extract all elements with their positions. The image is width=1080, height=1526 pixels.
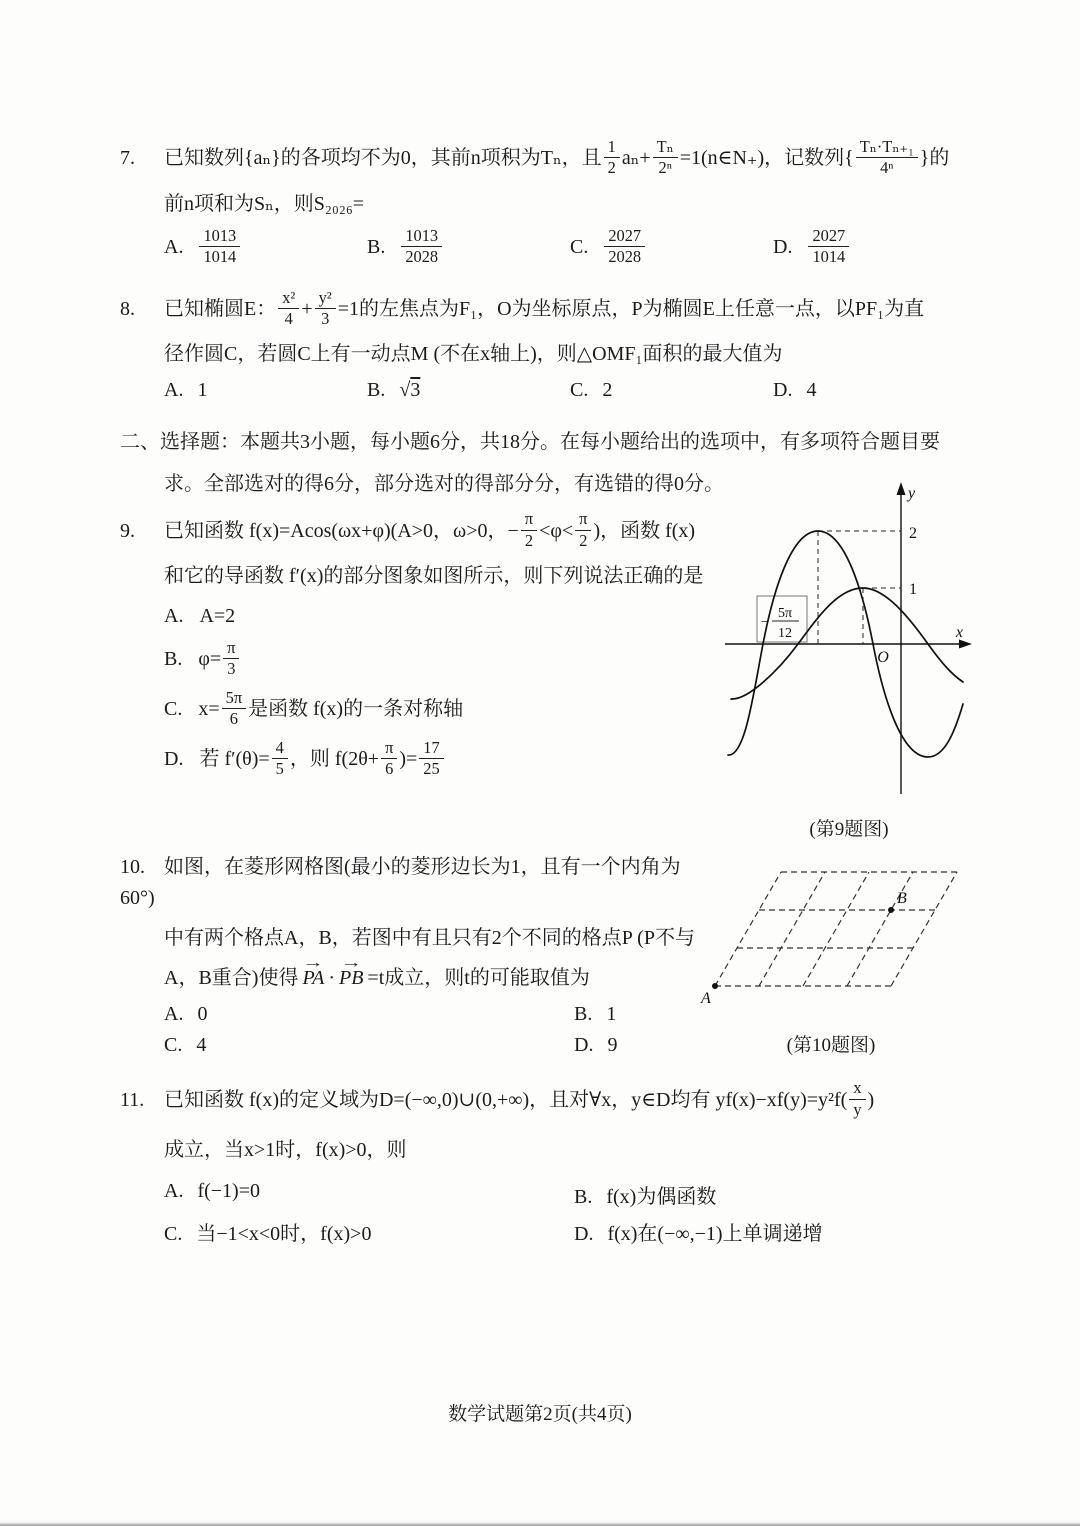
question-11 bbox=[120, 1078, 965, 1246]
option-c-content: x= $\frac{5\pi}{6}$ 是函数 f(x)的一条对称轴 bbox=[198, 687, 464, 729]
option-d-content: 若 f′(θ)= $\frac{4}{5}$ ，则 f(2θ+ $\frac{\pi}{6}$ )= $\frac{17}{25}$ bbox=[199, 748, 445, 770]
question-11-option-c bbox=[164, 1217, 574, 1246]
question-8-stem-line-2 bbox=[120, 339, 965, 370]
option-c-content: $\frac{2027}{2028}$ bbox=[602, 236, 647, 258]
point-a-label: A bbox=[701, 990, 711, 1008]
question-9-stem-line-2 bbox=[120, 561, 724, 592]
question-10-body bbox=[120, 852, 760, 1057]
question-11-options-row-1 bbox=[120, 1180, 965, 1209]
question-11-stem-line-1 bbox=[120, 1078, 965, 1121]
option-b-label: B. bbox=[367, 379, 386, 402]
minus-sign: − bbox=[761, 615, 769, 631]
question-11-stem-line-2 bbox=[120, 1135, 965, 1166]
question-7-number: 7. bbox=[120, 147, 135, 170]
option-b-content: $\frac{1013}{2028}$ bbox=[399, 236, 444, 258]
question-10-stem-line-3 bbox=[120, 963, 744, 994]
question-11-number: 11. bbox=[120, 1088, 145, 1111]
option-a-content: $\frac{1013}{1014}$ bbox=[197, 236, 242, 258]
question-7-stem-text-1: 已知数列{aₙ}的各项均不为0，其前n项积为Tₙ，且 $\frac{1}{2}$ aₙ+ $\frac{\text{Tₙ}}{\text{2ⁿ}}$ =1(n∈N₊)，记数列{ $\frac{\text{Tₙ·Tₙ₊₁}}{\text{4ⁿ}}$ }的 bbox=[164, 137, 950, 178]
option-d-content: $\frac{2027}{1014}$ bbox=[806, 236, 851, 258]
question-9-stem-text-2: 和它的导函数 f′(x)的部分图象如图所示，则下列说法正确的是 bbox=[164, 565, 704, 587]
question-10-option-d bbox=[574, 1034, 617, 1057]
option-d-content: f(x)在(−∞,−1)上单调递增 bbox=[607, 1223, 823, 1245]
question-7-option-a bbox=[164, 225, 367, 269]
question-8-stem-line-1 bbox=[120, 287, 965, 331]
question-11-option-b bbox=[574, 1180, 716, 1209]
question-8-stem-text-1: 已知椭圆E： $\frac{\text{x²}}{4}$ + $\frac{\text{y²}}{3}$ =1的左焦点为F₁，O为坐标原点，P为椭圆E上任意一点，以PF₁为直 bbox=[164, 287, 925, 328]
question-8-options bbox=[120, 379, 965, 402]
question-11-stem-text-1: 已知函数 f(x)的定义域为D=(−∞,0)∪(0,+∞)，且对∀x，y∈D均有 yf(x)−xf(y)=y²f( $\frac{x}{y}$ ) bbox=[164, 1078, 875, 1119]
option-c-label: C. bbox=[164, 698, 183, 721]
question-8-option-b bbox=[367, 379, 570, 402]
point-b-dot bbox=[888, 907, 894, 913]
question-9-option-b bbox=[120, 638, 724, 681]
question-10-stem-text-2: 中有两个格点A，B，若图中有且只有2个不同的格点P (P不与 bbox=[164, 927, 695, 950]
question-7-stem-line-1 bbox=[120, 137, 965, 180]
x-axis-label: x bbox=[955, 624, 963, 642]
figure-10-rhombus-grid bbox=[695, 846, 967, 1008]
option-c-label: C. bbox=[164, 1034, 183, 1057]
option-a-label: A. bbox=[164, 379, 184, 402]
figure-9-graph bbox=[723, 476, 975, 808]
option-b-label: B. bbox=[367, 236, 386, 259]
option-d-label: D. bbox=[574, 1034, 594, 1057]
option-a-label: A. bbox=[164, 1180, 184, 1202]
section-2-header-line-1: 二、选择题：本题共3小题，每小题6分，共18分。在每小题给出的选项中，有多项符合题目要 bbox=[120, 431, 940, 454]
option-a-content: 0 bbox=[197, 1003, 208, 1026]
option-a-content: f(−1)=0 bbox=[197, 1180, 260, 1202]
option-a-label: A. bbox=[164, 236, 184, 259]
question-10-stem-line-2 bbox=[120, 923, 744, 954]
question-9-stem-text-1: 已知函数 f(x)=Acos(ωx+φ)(A>0，ω>0，− $\frac{\pi}{2}$ <φ< $\frac{\pi}{2}$ )，函数 f(x) bbox=[164, 509, 696, 550]
question-8-stem-text-2: 径作圆C，若圆C上有一动点M (不在x轴上)，则△OMF₁面积的最大值为 bbox=[164, 343, 783, 366]
option-c-content: 4 bbox=[196, 1034, 207, 1057]
question-7 bbox=[120, 137, 965, 269]
figure-9 bbox=[723, 476, 975, 841]
option-b-content: f(x)为偶函数 bbox=[606, 1186, 717, 1208]
question-7-option-c bbox=[570, 225, 773, 269]
question-10-stem-line-1 bbox=[120, 852, 700, 914]
figure-10-caption: (第10题图) bbox=[786, 1035, 876, 1057]
question-8-option-a bbox=[164, 379, 367, 402]
question-9-number: 9. bbox=[120, 519, 135, 542]
option-a-content: 1 bbox=[197, 379, 208, 402]
question-9-option-d bbox=[120, 737, 724, 781]
option-b-content: φ= $\frac{\pi}{3}$ bbox=[198, 648, 241, 670]
question-8-option-d bbox=[773, 379, 816, 402]
question-8 bbox=[120, 287, 965, 403]
option-a-content: A=2 bbox=[199, 605, 236, 627]
page-footer: 数学试题第2页(共4页) bbox=[448, 1404, 632, 1425]
question-11-option-a bbox=[164, 1180, 574, 1209]
question-8-number: 8. bbox=[120, 297, 135, 320]
question-10 bbox=[120, 852, 965, 1057]
figure-10 bbox=[695, 846, 967, 1057]
question-7-options bbox=[120, 225, 965, 269]
question-9-stem-line-1 bbox=[120, 509, 724, 552]
option-a-label: A. bbox=[164, 605, 184, 627]
question-10-stem-text-1: 如图，在菱形网格图(最小的菱形边长为1，且有一个内角为60°) bbox=[120, 856, 681, 910]
y-value-1: 1 bbox=[909, 581, 917, 599]
question-11-options-row-2 bbox=[120, 1217, 965, 1246]
question-7-stem-line-2 bbox=[120, 189, 965, 220]
question-7-option-b bbox=[367, 225, 570, 269]
question-9-body bbox=[120, 509, 724, 780]
point-a-dot bbox=[712, 983, 718, 989]
question-10-option-c bbox=[164, 1034, 574, 1057]
section-2-header-line-2: 求。全部选对的得6分，部分选对的得部分分，有选错的得0分。 bbox=[164, 473, 724, 496]
option-d-label: D. bbox=[773, 236, 793, 259]
option-c-content: 当−1<x<0时，f(x)>0 bbox=[196, 1223, 372, 1245]
option-c-label: C. bbox=[570, 379, 589, 402]
page-content bbox=[120, 137, 965, 1252]
option-d-content: 4 bbox=[806, 379, 817, 402]
question-9 bbox=[120, 485, 965, 841]
question-11-stem-text-2: 成立，当x>1时，f(x)>0，则 bbox=[164, 1139, 407, 1161]
question-7-option-d bbox=[773, 225, 851, 269]
question-10-options-row-2 bbox=[120, 1034, 760, 1057]
x-tick-fraction-numerator: 5π bbox=[777, 606, 793, 622]
y-axis-label: y bbox=[908, 485, 916, 503]
option-c-label: C. bbox=[164, 1223, 183, 1245]
y-axis-arrow bbox=[897, 482, 906, 495]
question-10-options-row-1 bbox=[120, 1003, 760, 1026]
option-b-content: √3 bbox=[399, 379, 421, 402]
question-9-option-c bbox=[120, 687, 724, 731]
question-10-number: 10. bbox=[120, 856, 145, 879]
option-b-label: B. bbox=[574, 1186, 593, 1208]
option-a-label: A. bbox=[164, 1003, 184, 1026]
question-9-option-a bbox=[120, 601, 724, 631]
origin-label: O bbox=[877, 649, 889, 667]
question-8-option-c bbox=[570, 379, 773, 402]
x-tick-fraction-denominator: 12 bbox=[778, 626, 792, 642]
option-b-content: 1 bbox=[606, 1003, 617, 1026]
rhombus-grid-lines bbox=[715, 872, 957, 986]
option-c-label: C. bbox=[570, 236, 589, 259]
question-10-stem-text-3: A，B重合)使得 → PA · → PB =t成立，则t的可能取值为 bbox=[164, 967, 590, 989]
question-7-stem-text-2: 前n项和为Sₙ，则S₂₀₂₆= bbox=[164, 192, 365, 215]
option-d-label: D. bbox=[164, 747, 184, 770]
figure-9-caption: (第9题图) bbox=[809, 819, 889, 841]
option-c-content: 2 bbox=[602, 379, 613, 402]
option-d-label: D. bbox=[574, 1223, 594, 1245]
question-10-option-b bbox=[574, 1003, 616, 1026]
option-b-label: B. bbox=[164, 648, 183, 671]
option-d-label: D. bbox=[773, 379, 793, 402]
y-value-2: 2 bbox=[909, 525, 917, 543]
question-11-option-d bbox=[574, 1217, 823, 1246]
question-10-option-a bbox=[164, 1003, 574, 1026]
option-b-label: B. bbox=[574, 1003, 593, 1026]
option-d-content: 9 bbox=[607, 1034, 618, 1057]
point-b-label: B bbox=[897, 890, 907, 908]
